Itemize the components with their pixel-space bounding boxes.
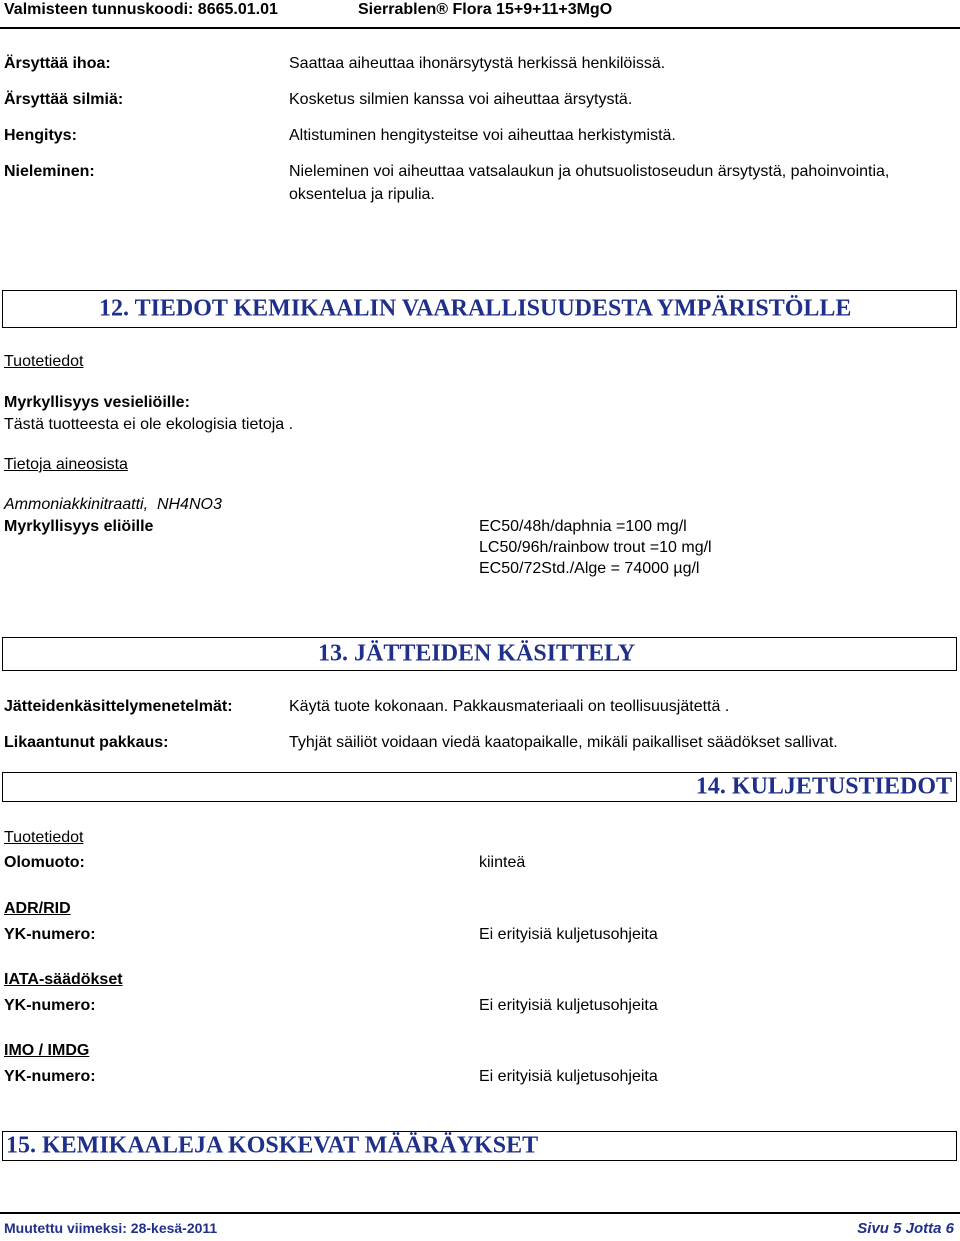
disposal-methods-label: Jätteidenkäsittelymenetelmät: — [4, 698, 233, 715]
header-divider — [0, 27, 960, 29]
ingestion-text: Nieleminen voi aiheuttaa vatsalaukun ja ohutsuolistoseudun ärsytystä, pahoinvointia, — [289, 163, 890, 180]
physical-form-value: kiinteä — [479, 854, 526, 871]
un-number-label: YK-numero: — [4, 1068, 96, 1085]
disposal-methods-text: Käytä tuote kokonaan. Pakkausmateriaali on teollisuusjätettä . — [289, 698, 730, 715]
product-info-heading: Tuotetiedot — [4, 353, 84, 370]
ingestion-label: Nieleminen: — [4, 163, 95, 180]
toxicity-value: LC50/96h/rainbow trout =10 mg/l — [479, 539, 712, 556]
skin-irritation-label: Ärsyttää ihoa: — [4, 55, 111, 72]
section-15-heading-box — [2, 1131, 957, 1161]
un-number-value: Ei erityisiä kuljetusohjeita — [479, 926, 658, 943]
un-number-value: Ei erityisiä kuljetusohjeita — [479, 1068, 658, 1085]
section-15-title: 15. KEMIKAALEJA KOSKEVAT MÄÄRÄYKSET — [6, 1132, 539, 1159]
page-number: Sivu 5 Jotta 6 — [857, 1220, 954, 1237]
section-13-title: 13. JÄTTEIDEN KÄSITTELY — [318, 640, 636, 667]
eye-irritation-label: Ärsyttää silmiä: — [4, 91, 124, 108]
inhalation-label: Hengitys: — [4, 127, 77, 144]
section-14-heading-box — [2, 772, 957, 802]
contaminated-packaging-label: Likaantunut pakkaus: — [4, 734, 169, 751]
un-number-label: YK-numero: — [4, 997, 96, 1014]
last-modified: Muutettu viimeksi: 28-kesä-2011 — [4, 1220, 218, 1236]
iata-heading: IATA-säädökset — [4, 971, 123, 988]
inhalation-text: Altistuminen hengitysteitse voi aiheuttaa herkistymistä. — [289, 127, 676, 144]
transport-product-info-heading: Tuotetiedot — [4, 829, 84, 846]
eye-irritation-text: Kosketus silmien kanssa voi aiheuttaa ärsytystä. — [289, 91, 633, 108]
adr-rid-heading: ADR/RID — [4, 900, 71, 917]
physical-form-label: Olomuoto: — [4, 854, 85, 871]
un-number-label: YK-numero: — [4, 926, 96, 943]
skin-irritation-text: Saattaa aiheuttaa ihonärsytystä herkissä henkilöissä. — [289, 55, 666, 72]
un-number-value: Ei erityisiä kuljetusohjeita — [479, 997, 658, 1014]
ingredients-heading: Tietoja aineosista — [4, 456, 128, 473]
product-name: Sierrablen® Flora 15+9+11+3MgO — [358, 1, 613, 18]
ingredient-name: Ammoniakkinitraatti, NH4NO3 — [4, 496, 222, 513]
organism-toxicity-label: Myrkyllisyys eliöille — [4, 518, 154, 535]
aquatic-toxicity-text: Tästä tuotteesta ei ole ekologisia tietoja . — [4, 416, 294, 433]
section-12-title: 12. TIEDOT KEMIKAALIN VAARALLISUUDESTA YMPÄRISTÖLLE — [99, 295, 852, 322]
imo-imdg-heading: IMO / IMDG — [4, 1042, 90, 1059]
section-14-title: 14. KULJETUSTIEDOT — [695, 773, 952, 800]
section-13-heading-box — [2, 637, 957, 671]
product-code: Valmisteen tunnuskoodi: 8665.01.01 — [4, 1, 278, 18]
section-12-heading-box — [2, 290, 957, 328]
aquatic-toxicity-label: Myrkyllisyys vesieliöille: — [4, 394, 190, 411]
contaminated-packaging-text: Tyhjät säiliöt voidaan viedä kaatopaikalle, mikäli paikalliset säädökset sallivat. — [289, 734, 838, 751]
ingestion-text-continued: oksentelua ja ripulia. — [289, 186, 435, 203]
toxicity-value: EC50/72Std./Alge = 74000 µg/l — [479, 560, 700, 577]
footer-divider — [0, 1212, 960, 1214]
toxicity-value: EC50/48h/daphnia =100 mg/l — [479, 518, 687, 535]
